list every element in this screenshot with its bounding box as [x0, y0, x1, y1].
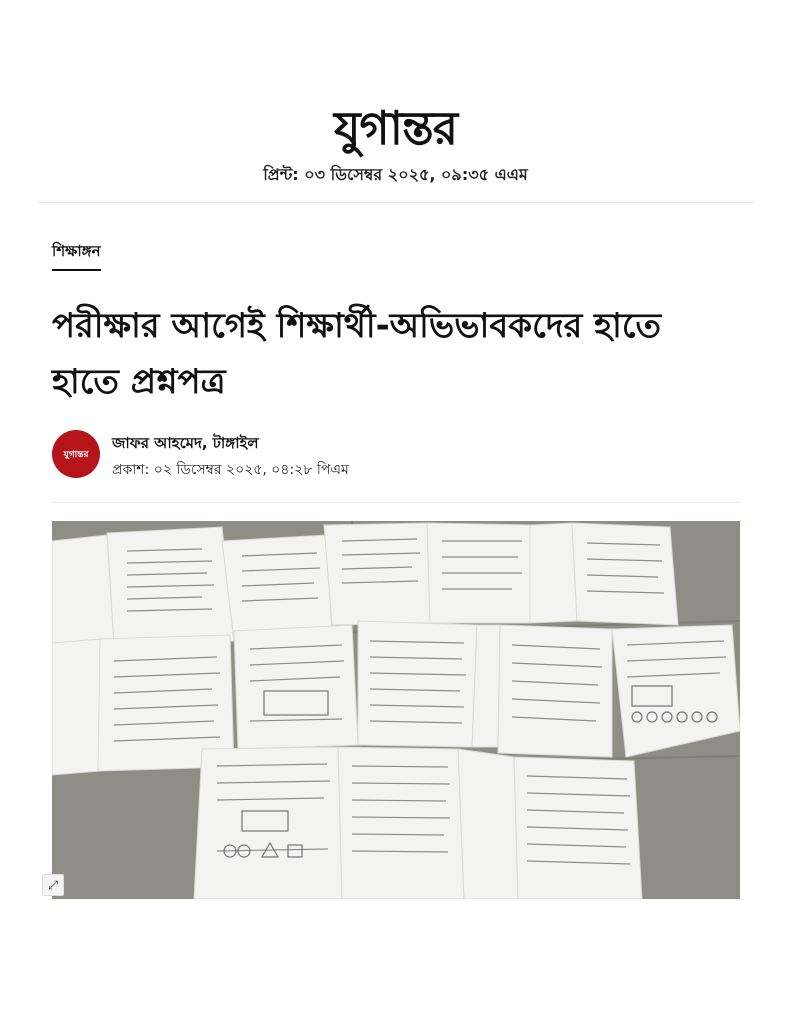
site-logo[interactable]: যুগান্তর — [334, 101, 457, 155]
byline — [52, 430, 732, 482]
article-headline: পরীক্ষার আগেই শিক্ষার্থী-অভিভাবকদের হাতে হাতে প্রশ্নপত্র — [52, 306, 662, 402]
header-divider — [38, 202, 754, 203]
category-link[interactable]: শিক্ষাঙ্গন — [52, 240, 101, 271]
avatar-logo: যুগান্তর — [63, 449, 89, 460]
article-photo — [52, 521, 740, 899]
author-avatar — [52, 430, 100, 478]
author-name[interactable]: জাফর আহমেদ, টাঙ্গাইল — [112, 434, 259, 452]
published-date: প্রকাশ: ০২ ডিসেম্বর ২০২৫, ০৪:২৮ পিএম — [112, 462, 349, 478]
print-date: প্রিন্ট: ০৩ ডিসেম্বর ২০২৫, ০৯:৩৫ এএম — [263, 165, 528, 184]
question-papers-photo — [52, 521, 740, 899]
masthead — [0, 100, 791, 189]
expand-icon[interactable]: ⤢ — [42, 874, 64, 896]
byline-divider — [52, 502, 740, 503]
